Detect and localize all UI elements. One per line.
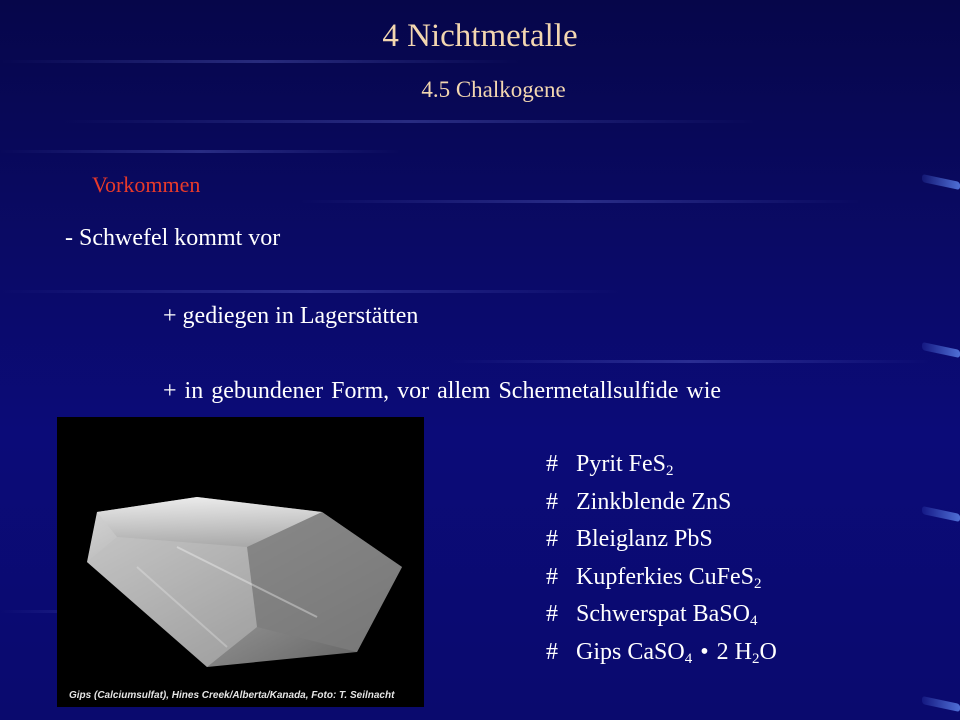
list-bullet: # [546,451,558,477]
point-native: + gediegen in Lagerstätten [163,303,419,329]
hydrate-dot: • [700,638,709,665]
background-streak [60,120,760,123]
background-streak [0,290,620,293]
photo-caption: Gips (Calciumsulfat), Hines Creek/Alberta/Kanada, Foto: T. Seilnacht [69,690,395,701]
list-bullet: # [546,638,558,665]
intro-text: - Schwefel kommt vor [65,225,281,251]
list-bullet: # [546,488,558,515]
list-bullet: # [546,563,558,590]
section-heading: Vorkommen [92,172,201,197]
mineral-list [546,451,777,676]
slide-title: 4 Nichtmetalle [382,18,578,54]
water-formula-end: O [759,638,777,665]
subscript: 4 [749,613,758,629]
subscript: 4 [684,650,693,667]
list-bullet: # [546,601,558,627]
mineral-name: Gips CaSO [576,638,685,665]
edge-decoration [922,506,960,522]
list-item [546,451,777,489]
subscript: 2 [751,650,760,667]
mineral-name: Schwerspat BaSO [576,601,750,627]
list-item [546,526,777,564]
edge-decoration [922,696,960,712]
edge-decoration [922,174,960,190]
list-bullet: # [546,526,558,552]
water-formula: 2 H [716,638,752,665]
slide-subtitle: 4.5 Chalkogene [421,77,566,102]
list-item [546,639,777,677]
mineral-name: Kupferkies CuFeS [576,563,754,590]
subscript: 2 [753,575,762,592]
background-streak [300,200,860,203]
list-item [546,601,777,639]
subscript: 2 [666,463,674,479]
point-bound: + in gebundener Form, vor allem Schermetallsulfide wie [163,378,722,404]
list-item [546,564,777,602]
edge-decoration [922,342,960,358]
background-streak [0,60,520,63]
background-streak [450,360,930,363]
list-item [546,489,777,527]
mineral-name: Zinkblende ZnS [576,488,732,515]
background-streak [0,150,400,153]
gypsum-crystal-photo [57,417,424,707]
crystal-image [57,417,424,707]
mineral-name: Pyrit FeS [576,451,667,477]
mineral-name: Bleiglanz PbS [576,526,713,552]
